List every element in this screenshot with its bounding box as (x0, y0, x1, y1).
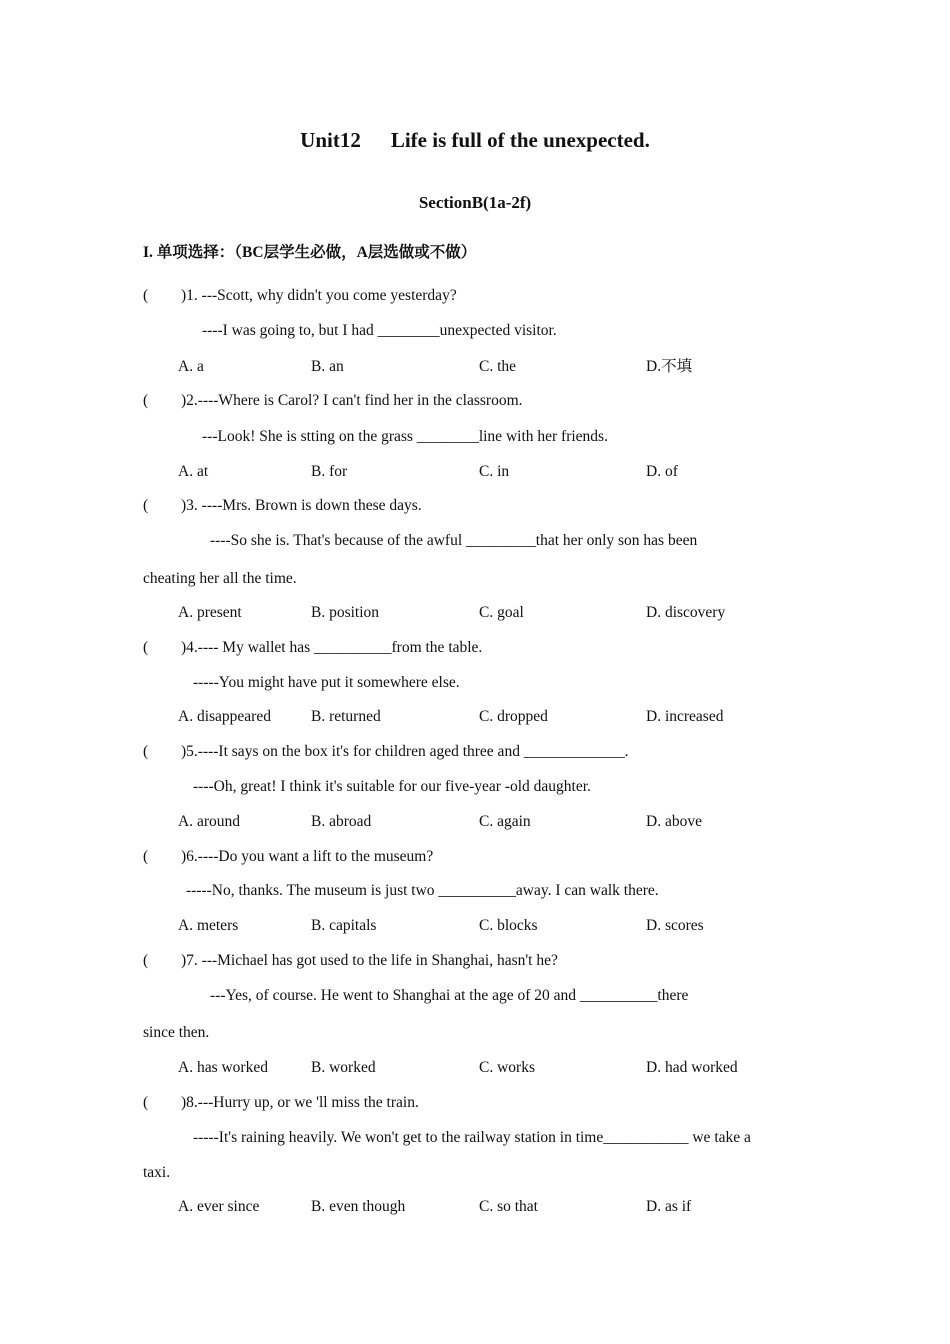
section-heading: SectionB(1a-2f) (418, 193, 532, 212)
question-6-option-c: C. blocks (479, 917, 538, 934)
question-8-option-b: B. even though (311, 1198, 406, 1215)
question-7-line: ---Yes, of course. He went to Shanghai at the age of 20 and __________there (210, 987, 689, 1004)
question-5-option-a: A. around (178, 813, 240, 830)
question-5-prompt: ( )5.----It says on the box it's for children aged three and _____________. (143, 743, 629, 760)
question-2-option-b: B. for (311, 463, 348, 480)
question-8-option-d: D. as if (646, 1198, 692, 1215)
question-4-option-c: C. dropped (479, 708, 548, 725)
exercise-heading: I. 单项选择：（BC层学生必做，A层选做或不做） (143, 244, 477, 261)
question-6-option-a: A. meters (178, 917, 239, 934)
question-4-line: -----You might have put it somewhere else. (193, 674, 460, 691)
unit-number: Unit12 (300, 128, 361, 152)
question-7-line-continued: since then. (143, 1024, 210, 1041)
question-3-option-d: D. discovery (646, 604, 726, 621)
question-2-prompt: ( )2.----Where is Carol? I can't find her in the classroom. (143, 392, 523, 409)
question-3-option-b: B. position (311, 604, 380, 621)
question-3-line-continued: cheating her all the time. (143, 570, 297, 587)
question-1-option-d: D.不填 (646, 358, 693, 375)
question-8-line: -----It's raining heavily. We won't get to the railway station in time___________ we take a (193, 1129, 751, 1146)
question-6-option-d: D. scores (646, 917, 704, 934)
question-3-option-c: C. goal (479, 604, 524, 621)
question-1-option-a: A. a (178, 358, 204, 375)
question-1-line: ----I was going to, but I had ________unexpected visitor. (202, 322, 557, 339)
question-2-line: ---Look! She is stting on the grass ________line with her friends. (202, 428, 608, 445)
question-8-prompt: ( )8.---Hurry up, or we 'll miss the train. (143, 1094, 419, 1111)
page-title (0, 128, 950, 153)
question-2-option-a: A. at (178, 463, 209, 480)
question-3-line: ----So she is. That's because of the awful _________that her only son has been (210, 532, 698, 549)
question-3-option-a: A. present (178, 604, 242, 621)
unit-title: Life is full of the unexpected. (390, 128, 650, 152)
question-1-option-c: C. the (479, 358, 517, 375)
question-7-option-c: C. works (479, 1059, 535, 1076)
question-1-prompt: ( )1. ---Scott, why didn't you come yesterday? (143, 287, 457, 304)
question-5-line: ----Oh, great! I think it's suitable for our five-year -old daughter. (193, 778, 591, 795)
question-7-option-b: B. worked (311, 1059, 376, 1076)
question-4-option-a: A. disappeared (178, 708, 271, 725)
question-8-option-c: C. so that (479, 1198, 538, 1215)
question-7-option-a: A. has worked (178, 1059, 268, 1076)
question-5-option-c: C. again (479, 813, 531, 830)
question-8-line-continued: taxi. (143, 1164, 171, 1181)
question-6-line: -----No, thanks. The museum is just two __________away. I can walk there. (186, 882, 659, 899)
question-2-option-d: D. of (646, 463, 678, 480)
question-5-option-d: D. above (646, 813, 702, 830)
question-4-option-b: B. returned (311, 708, 381, 725)
question-2-option-c: C. in (479, 463, 510, 480)
question-6-option-b: B. capitals (311, 917, 377, 934)
question-1-option-b: B. an (311, 358, 344, 375)
question-5-option-b: B. abroad (311, 813, 372, 830)
question-7-prompt: ( )7. ---Michael has got used to the life in Shanghai, hasn't he? (143, 952, 558, 969)
question-4-prompt: ( )4.---- My wallet has __________from the table. (143, 639, 483, 656)
question-4-option-d: D. increased (646, 708, 724, 725)
question-7-option-d: D. had worked (646, 1059, 738, 1076)
question-8-option-a: A. ever since (178, 1198, 260, 1215)
question-6-prompt: ( )6.----Do you want a lift to the museum? (143, 848, 434, 865)
question-3-prompt: ( )3. ----Mrs. Brown is down these days. (143, 497, 422, 514)
